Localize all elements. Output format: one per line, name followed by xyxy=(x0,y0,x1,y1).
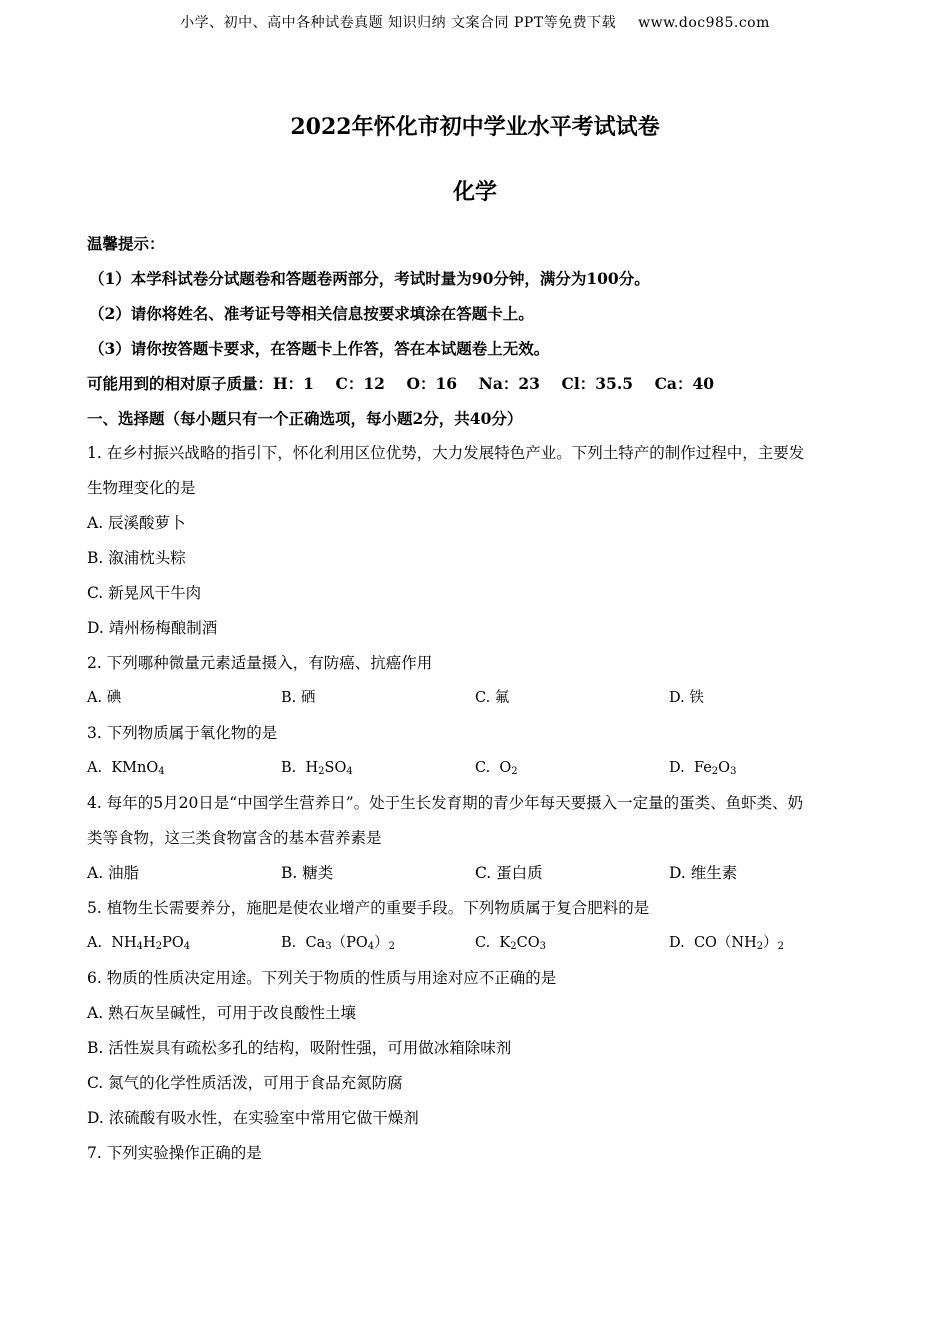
formula-part: Fe xyxy=(693,760,712,776)
question-4-option-d: D. 维生素 xyxy=(669,864,738,882)
question-1-option-b: B. 溆浦枕头粽 xyxy=(87,549,186,567)
formula-part: K xyxy=(499,935,511,951)
formula-subscript: 2 xyxy=(155,941,163,952)
formula-part: Ca xyxy=(305,935,326,951)
formula-subscript: 2 xyxy=(711,766,719,777)
formula-part: O xyxy=(718,760,731,776)
question-5-stem: 5. 植物生长需要养分，施肥是使农业增产的重要手段。下列物质属于复合肥料的是 xyxy=(87,899,650,917)
question-3-stem: 3. 下列物质属于氧化物的是 xyxy=(87,724,278,742)
formula-part: SO xyxy=(324,760,347,776)
formula-subscript: 3 xyxy=(325,941,332,952)
exam-subject: 化学 xyxy=(452,179,497,205)
formula-subscript: 2 xyxy=(510,941,517,952)
header-url[interactable]: www.doc985.com xyxy=(638,15,770,31)
option-label: C. xyxy=(475,935,491,951)
tips-heading: 温馨提示： xyxy=(87,234,165,253)
question-3-option-b xyxy=(281,751,475,786)
tip-item-3: （3）请你按答题卡要求，在答题卡上作答，答在本试题卷上无效。 xyxy=(89,339,550,358)
question-2-option-a: A. 碘 xyxy=(87,690,122,706)
formula-subscript: 2 xyxy=(511,766,518,777)
page-header xyxy=(0,12,950,32)
question-4-options xyxy=(87,856,877,891)
question-5-option-a xyxy=(87,926,281,961)
formula-subscript: 4 xyxy=(346,766,353,777)
formula-subscript: 4 xyxy=(367,941,375,952)
tip-item-2: （2）请你将姓名、准考证号等相关信息按要求填涂在答题卡上。 xyxy=(89,304,534,323)
formula-part: ） xyxy=(763,935,778,951)
formula-subscript: 2 xyxy=(756,941,764,952)
question-1-option-d: D. 靖州杨梅酿制酒 xyxy=(87,619,218,637)
question-1-option-a: A. 辰溪酸萝卜 xyxy=(87,514,186,532)
formula-subscript: 4 xyxy=(136,941,144,952)
question-2-stem: 2. 下列哪种微量元素适量摄入，有防癌、抗癌作用 xyxy=(87,654,433,672)
question-3-options xyxy=(87,751,877,786)
question-4-stem-line-1: 4. 每年的5月20日是“中国学生营养日”。处于生长发育期的青少年每天要摄入一定量的蛋类、鱼虾类、奶 xyxy=(87,794,804,812)
option-label: C. xyxy=(475,760,491,776)
formula-part: CO xyxy=(516,935,540,951)
question-2-option-c: C. 氟 xyxy=(475,690,510,706)
formula-subscript: 2 xyxy=(777,941,785,952)
formula-part: O xyxy=(499,760,512,776)
question-1-stem-line-2: 生物理变化的是 xyxy=(87,479,196,497)
question-4-option-a: A. 油脂 xyxy=(87,864,140,882)
question-4-stem-line-2: 类等食物，这三类食物富含的基本营养素是 xyxy=(87,829,382,847)
question-3-option-d xyxy=(669,751,863,786)
question-1-stem-line-1: 1. 在乡村振兴战略的指引下，怀化利用区位优势，大力发展特色产业。下列土特产的制作过程中，主要发 xyxy=(87,444,805,462)
formula-part: KMnO xyxy=(111,760,159,776)
question-6-option-a: A. 熟石灰呈碱性，可用于改良酸性土壤 xyxy=(87,1004,357,1022)
formula-part: PO xyxy=(162,935,184,951)
question-6-option-c: C. 氮气的化学性质活泼，可用于食品充氮防腐 xyxy=(87,1074,403,1092)
formula-subscript: 3 xyxy=(730,766,737,777)
question-6-option-d: D. 浓硫酸有吸水性，在实验室中常用它做干燥剂 xyxy=(87,1109,419,1127)
header-text: 小学、初中、高中各种试卷真题 知识归纳 文案合同 PPT等免费下载 xyxy=(180,15,617,31)
question-5-option-d xyxy=(669,926,863,961)
atomic-mass-line: 可能用到的相对原子质量：H：1 C：12 O：16 Na：23 Cl：35.5 Ca：40 xyxy=(87,374,715,393)
exam-title: 2022年怀化市初中学业水平考试试卷 xyxy=(290,114,660,140)
question-2-options xyxy=(87,681,877,716)
formula-subscript: 3 xyxy=(539,941,546,952)
option-label: D. xyxy=(669,935,685,951)
option-label: A. xyxy=(87,935,103,951)
question-6-option-b: B. 活性炭具有疏松多孔的结构，吸附性强，可用做冰箱除味剂 xyxy=(87,1039,512,1057)
formula-subscript: 4 xyxy=(158,766,165,777)
question-5-option-c xyxy=(475,926,669,961)
question-4-option-c: C. 蛋白质 xyxy=(475,864,543,882)
question-5-options xyxy=(87,926,877,961)
question-3-option-a xyxy=(87,751,281,786)
option-label: B. xyxy=(281,760,297,776)
formula-subscript: 2 xyxy=(318,766,325,777)
formula-part: NH xyxy=(111,935,137,951)
option-label: B. xyxy=(281,935,297,951)
question-5-option-b xyxy=(281,926,475,961)
formula-part: H xyxy=(305,760,319,776)
tip-item-1: （1）本学科试卷分试题卷和答题卷两部分，考试时量为90分钟，满分为100分。 xyxy=(89,269,650,288)
question-2-option-d: D. 铁 xyxy=(669,690,704,706)
question-2-option-b: B. 硒 xyxy=(281,690,316,706)
option-label: A. xyxy=(87,760,103,776)
formula-part: CO（NH xyxy=(693,935,757,951)
formula-subscript: 4 xyxy=(183,941,191,952)
formula-part: H xyxy=(143,935,156,951)
formula-part: ） xyxy=(374,935,389,951)
question-4-option-b: B. 糖类 xyxy=(281,864,334,882)
section-heading: 一、选择题（每小题只有一个正确选项，每小题2分，共40分） xyxy=(87,409,523,428)
question-1-option-c: C. 新晃风干牛肉 xyxy=(87,584,202,602)
formula-subscript: 2 xyxy=(388,941,396,952)
question-3-option-c xyxy=(475,751,669,786)
formula-part: （PO xyxy=(331,935,368,951)
question-6-stem: 6. 物质的性质决定用途。下列关于物质的性质与用途对应不正确的是 xyxy=(87,969,557,987)
exam-content xyxy=(87,226,877,1171)
option-label: D. xyxy=(669,760,685,776)
question-7-stem: 7. 下列实验操作正确的是 xyxy=(87,1144,262,1162)
